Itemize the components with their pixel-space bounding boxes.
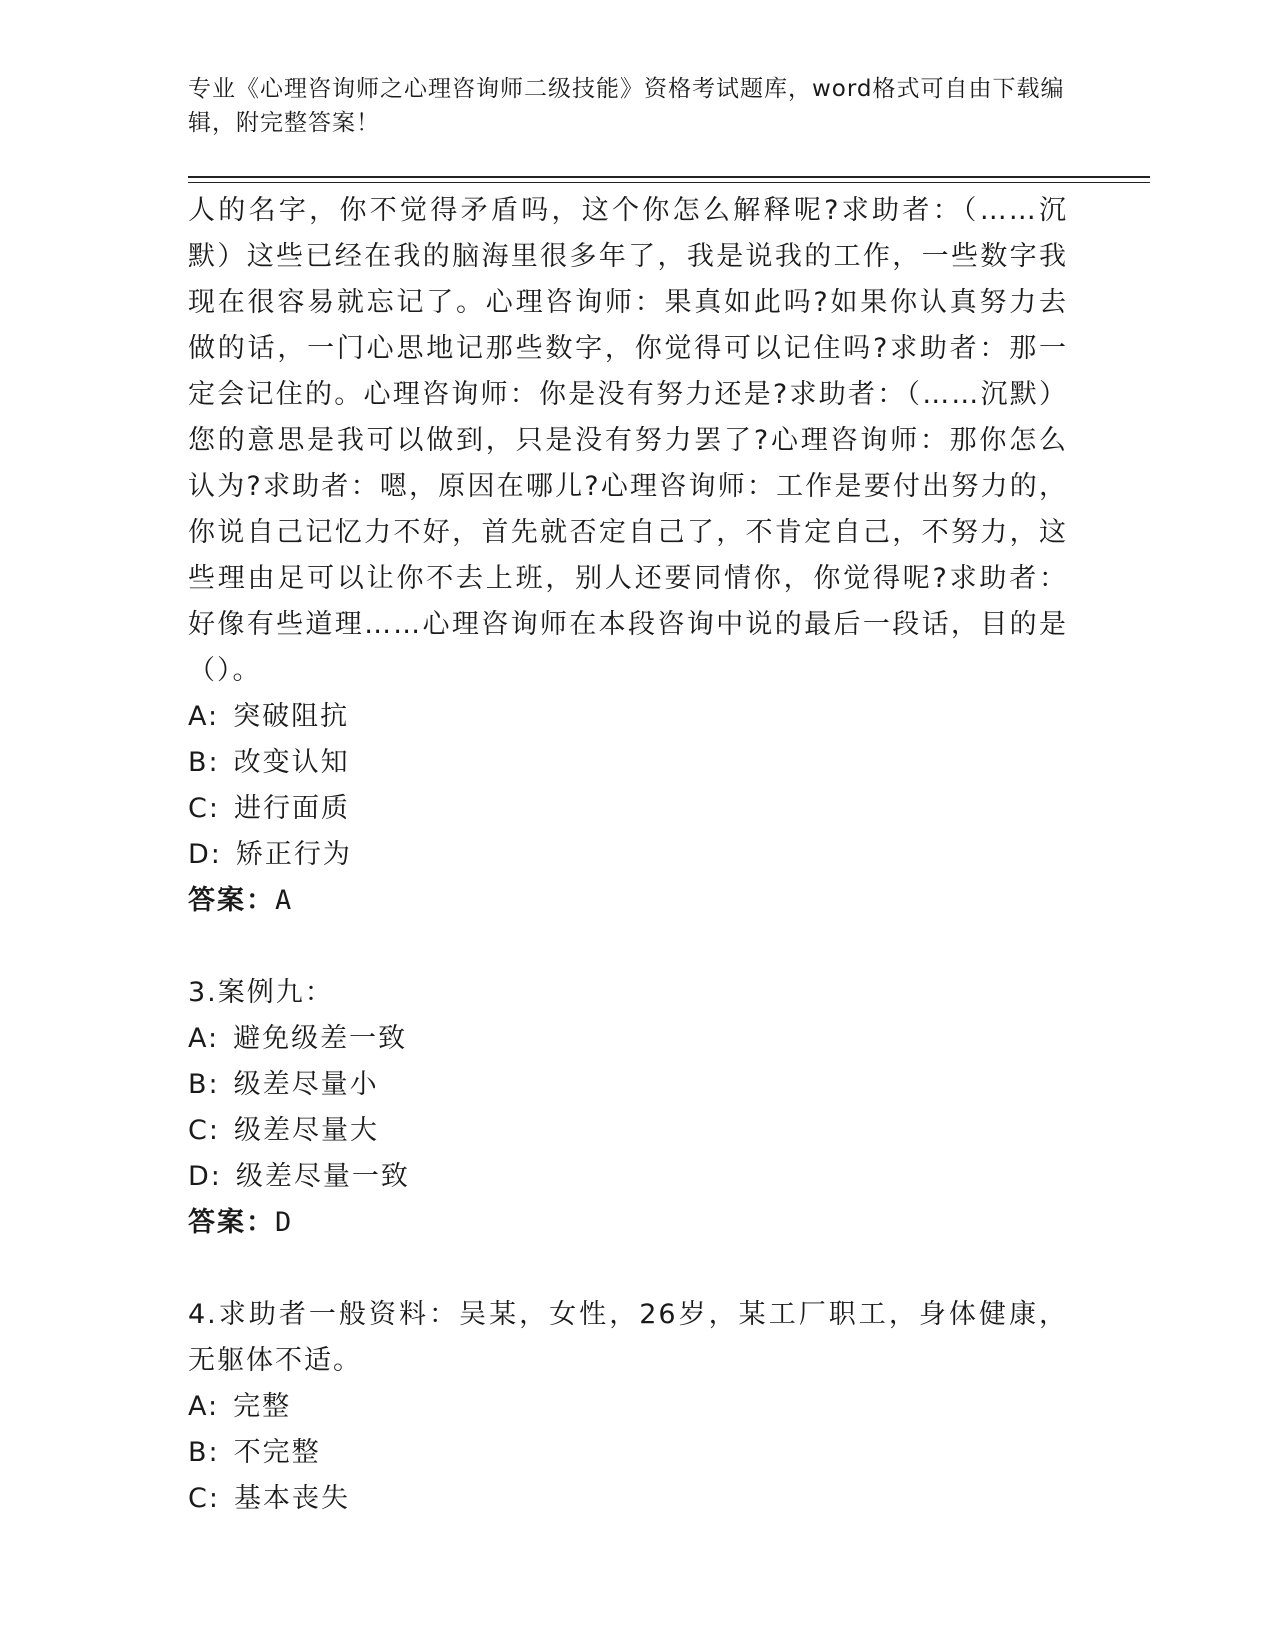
answer-label: 答案： (188, 1207, 275, 1238)
question-2-options (188, 694, 1068, 878)
answer-value: D (275, 1207, 294, 1238)
question-3-title: 3.案例九： (188, 977, 334, 1008)
question-content (188, 188, 1068, 1522)
option-text: 不完整 (233, 1437, 321, 1468)
option-a (188, 1384, 1068, 1430)
option-letter: C: (188, 1115, 220, 1146)
option-text: 进行面质 (233, 793, 350, 824)
option-b (188, 1430, 1068, 1476)
option-text: 避免级差一致 (233, 1023, 408, 1054)
option-letter: D: (188, 839, 222, 870)
spacer (188, 1246, 1068, 1292)
question-2-answer (188, 878, 1068, 924)
question-passage: 人的名字，你不觉得矛盾吗，这个你怎么解释呢?求助者：（……沉默）这些已经在我的脑海里很多年了，我是说我的工作，一些数字我现在很容易就忘记了。心理咨询师：果真如此吗?如果你认真努力去做的话，一门心思地记那些数字，你觉得可以记住吗?求助者：那一定会记住的。心理咨询师：你是没有努力还是?求助者：（……沉默）您的意思是我可以做到，只是没有努力罢了?心理咨询师：那你怎么认为?求助者：嗯，原因在哪儿?心理咨询师：工作是要付出努力的，你说自己记忆力不好，首先就否定自己了，不肯定自己，不努力，这些理由足可以让你不去上班，别人还要同情你，你觉得呢?求助者：好像有些道理……心理咨询师在本段咨询中说的最后一段话，目的是（）。 (188, 195, 1068, 686)
answer-label: 答案： (188, 885, 275, 916)
option-letter: A: (188, 701, 220, 732)
option-a (188, 1016, 1068, 1062)
option-letter: A: (188, 1391, 220, 1422)
question-4-options (188, 1384, 1068, 1522)
option-b (188, 740, 1068, 786)
option-letter: C: (188, 793, 220, 824)
option-text: 完整 (233, 1391, 292, 1422)
option-text: 级差尽量一致 (235, 1161, 410, 1192)
option-letter: C: (188, 1483, 220, 1514)
option-d (188, 1154, 1068, 1200)
spacer (188, 924, 1068, 970)
option-text: 突破阻抗 (233, 701, 350, 732)
question-3-options (188, 1016, 1068, 1200)
option-letter: A: (188, 1023, 220, 1054)
option-text: 级差尽量小 (233, 1069, 379, 1100)
option-text: 级差尽量大 (233, 1115, 379, 1146)
option-d (188, 832, 1068, 878)
answer-value: A (275, 885, 294, 916)
option-letter: B: (188, 747, 220, 778)
header-divider-thick (188, 176, 1150, 178)
option-a (188, 694, 1068, 740)
question-3-answer (188, 1200, 1068, 1246)
option-letter: B: (188, 1437, 220, 1468)
option-letter: B: (188, 1069, 220, 1100)
option-text: 改变认知 (233, 747, 350, 778)
header-divider-thin (188, 182, 1150, 183)
option-c (188, 786, 1068, 832)
option-b (188, 1062, 1068, 1108)
option-c (188, 1108, 1068, 1154)
option-text: 矫正行为 (235, 839, 352, 870)
option-c (188, 1476, 1068, 1522)
option-text: 基本丧失 (233, 1483, 350, 1514)
question-4-title: 4.求助者一般资料：吴某，女性，26岁，某工厂职工，身体健康，无躯体不适。 (188, 1299, 1068, 1376)
option-letter: D: (188, 1161, 222, 1192)
page-header: 专业《心理咨询师之心理咨询师二级技能》资格考试题库，word格式可自由下载编辑，附完整答案！ (188, 76, 1065, 136)
